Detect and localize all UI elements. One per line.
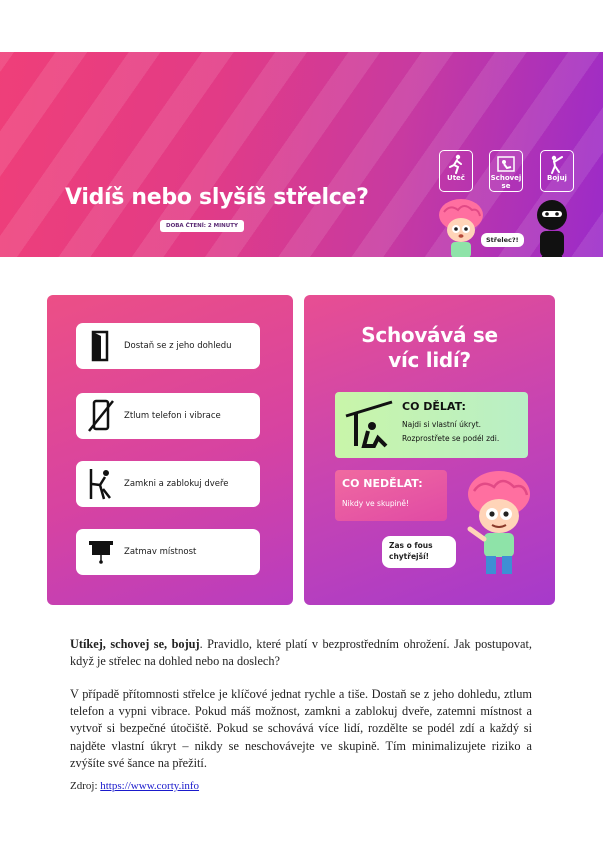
hero-banner — [0, 52, 603, 257]
action-fight-label: Bojuj — [547, 174, 567, 182]
do-line-2: Rozprostřete se podél zdi. — [402, 434, 500, 443]
reading-time-badge: DOBA ČTENÍ: 2 MINUTY — [160, 220, 244, 232]
speech-bubble — [382, 536, 456, 568]
brain-character-illustration — [436, 198, 486, 257]
dont-line-1: Nikdy ve skupině! — [342, 499, 410, 508]
hiding-person-icon — [495, 154, 517, 174]
panel-title — [304, 323, 555, 373]
action-hide — [489, 150, 523, 192]
action-fight — [540, 150, 574, 192]
speech-bubble-banner: Střelec?! — [481, 233, 524, 247]
body-paragraph: V případě přítomnosti střelce je klíčové jednat rychle a tiše. Dostaň se z jeho dohledu, ztlum telefon a vypni vibrace. Pokud máš možnost, zamkni a zablokuj dveře, zatemni místnost a vytvoř si bezpečné útočiště. Pokud se schovává více lidí, rozdělte se podél zdí a každý si najděte vlastní úkryt – nikdy se neschovávejte ve skupině. Tím minimalizujete riziko a zvýšíte své šance na přežití. — [70, 687, 532, 770]
source-link[interactable]: https://www.corty.info — [100, 780, 200, 792]
tip-label: Dostaň se z jeho dohledu — [124, 341, 232, 351]
tip-label: Zatmav místnost — [124, 547, 197, 557]
intro-rest: . Pravidlo, které platí v bezprostředním ohrožení. Jak postupovat, když je střelec na dohled nebo na doslech? — [70, 637, 532, 669]
shelter-icon — [342, 400, 397, 450]
shooter-silhouette-illustration — [530, 198, 575, 257]
door-icon — [82, 327, 120, 365]
do-box — [335, 392, 528, 458]
silent-phone-icon — [82, 397, 120, 435]
tip-label: Ztlum telefon i vibrace — [124, 411, 221, 421]
barricade-door-icon — [82, 465, 120, 503]
intro-paragraph — [70, 636, 532, 670]
tips-panel — [47, 295, 293, 605]
source-line — [70, 780, 199, 792]
speech-line-2: chytřejší! — [389, 552, 430, 561]
action-hide-label: Schovej se — [490, 174, 522, 190]
intro-bold: Utíkej, schovej se, bojuj — [70, 637, 200, 651]
tip-card — [76, 529, 260, 575]
tip-card — [76, 393, 260, 439]
dont-box — [335, 470, 447, 521]
tip-card — [76, 461, 260, 507]
panel-title-line2: víc lidí? — [388, 348, 471, 372]
brain-character-illustration — [464, 469, 534, 581]
tip-card — [76, 323, 260, 369]
speech-line-1: Zas o fous — [389, 541, 433, 550]
tip-label: Zamkni a zablokuj dveře — [124, 479, 229, 489]
dont-title: CO NEDĚLAT: — [342, 477, 423, 490]
action-run — [439, 150, 473, 192]
source-label: Zdroj: — [70, 780, 101, 792]
do-title: CO DĚLAT: — [402, 400, 466, 413]
action-run-label: Uteč — [447, 174, 465, 182]
group-hiding-panel — [304, 295, 555, 605]
window-blind-icon — [82, 533, 120, 571]
banner-title: Vidíš nebo slyšíš střelce? — [65, 185, 369, 210]
do-line-1: Najdi si vlastní úkryt. — [402, 420, 482, 429]
fighting-person-icon — [546, 154, 568, 174]
panel-title-line1: Schovává se — [361, 323, 498, 347]
running-person-icon — [445, 154, 467, 174]
